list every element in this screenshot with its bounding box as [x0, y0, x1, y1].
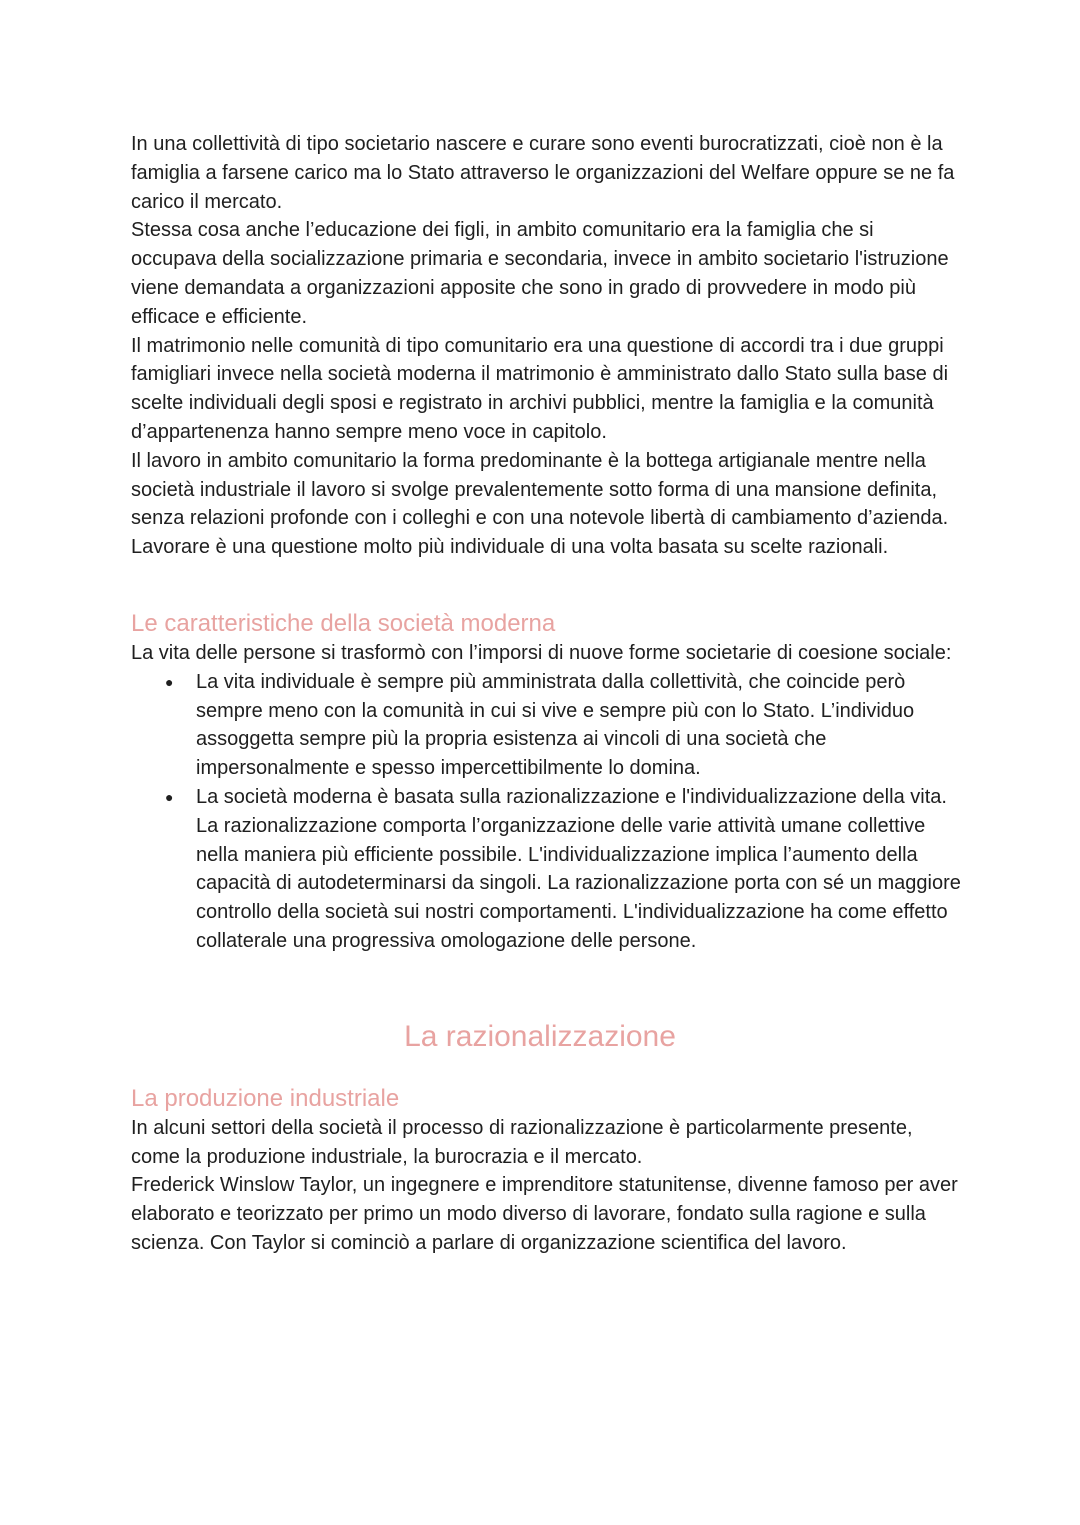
industrial-paragraph-1: In alcuni settori della società il processo di razionalizzazione è particolarmente presente, come la produzione industriale, la burocrazia e il mercato. [131, 1116, 913, 1168]
list-item-text: La società moderna è basata sulla razionalizzazione e l'individualizzazione della vita. La razionalizzazione comporta l’organizzazione delle varie attività umane collettive nella maniera più efficiente possibile. L'individualizzazione implica l’aumento della capacità di autodeterminarsi da singoli. La razionalizzazione porta con sé un maggiore controllo della società sui nostri comportamenti. L'individualizzazione ha come effetto collaterale una progressiva omologazione delle persone. [196, 785, 961, 952]
bullet-icon: ● [165, 788, 174, 805]
list-item-text: La vita individuale è sempre più amministrata dalla collettività, che coincide però sempre meno con la comunità in cui si vive e sempre più con lo Stato. L’individuo assoggetta sempre più la propria esistenza ai vincoli di una società che impersonalmente e spesso impercettibilmente lo domina. [196, 670, 915, 780]
intro-paragraph-2: Stessa cosa anche l’educazione dei figli, in ambito comunitario era la famiglia che si occupava della socializzazione primaria e secondaria, invece in ambito societario l'istruzione viene demandata a organizzazioni apposite che sono in grado di provvedere in modo più efficace e efficiente. [131, 219, 949, 328]
chapter-title: La razionalizzazione [404, 1019, 676, 1053]
intro-paragraph-3: Il matrimonio nelle comunità di tipo comunitario era una questione di accordi tra i due gruppi famigliari invece nella società moderna il matrimonio è amministrato dallo Stato sulla base di scelte individuali degli sposi e registrato in archivi pubblici, mentre la famiglia e la comunità d’appartenenza hanno sempre meno voce in capitolo. [131, 334, 949, 443]
intro-paragraph-1: In una collettività di tipo societario nascere e curare sono eventi burocratizzati, cioè non è la famiglia a farsene carico ma lo Stato attraverso le organizzazioni del Welfare oppure se ne fa carico il mercato. [131, 133, 955, 213]
section-heading-modern-society: Le caratteristiche della società moderna [131, 609, 556, 637]
list-item [165, 783, 961, 956]
document-page [131, 130, 961, 1258]
intro-paragraph-4: Il lavoro in ambito comunitario la forma predominante è la bottega artigianale mentre nella società industriale il lavoro si svolge prevalentemente sotto forma di una mansione definita, senza relazioni profonde con i colleghi e con una notevole libertà di cambiamento d’azienda. Lavorare è una questione molto più individuale di una volta basata su scelte razionali. [131, 449, 949, 559]
bullet-list [131, 668, 961, 956]
section-heading-industrial-production: La produzione industriale [131, 1084, 400, 1112]
bullet-icon: ● [165, 673, 174, 690]
section-lead: La vita delle persone si trasformò con l’imporsi di nuove forme societarie di coesione sociale: [131, 641, 952, 664]
industrial-paragraph-2: Frederick Winslow Taylor, un ingegnere e imprenditore statunitense, divenne famoso per aver elaborato e teorizzato per primo un modo diverso di lavorare, fondato sulla ragione e sulla scienza. Con Taylor si cominciò a parlare di organizzazione scientifica del lavoro. [131, 1174, 958, 1254]
list-item [165, 668, 961, 783]
